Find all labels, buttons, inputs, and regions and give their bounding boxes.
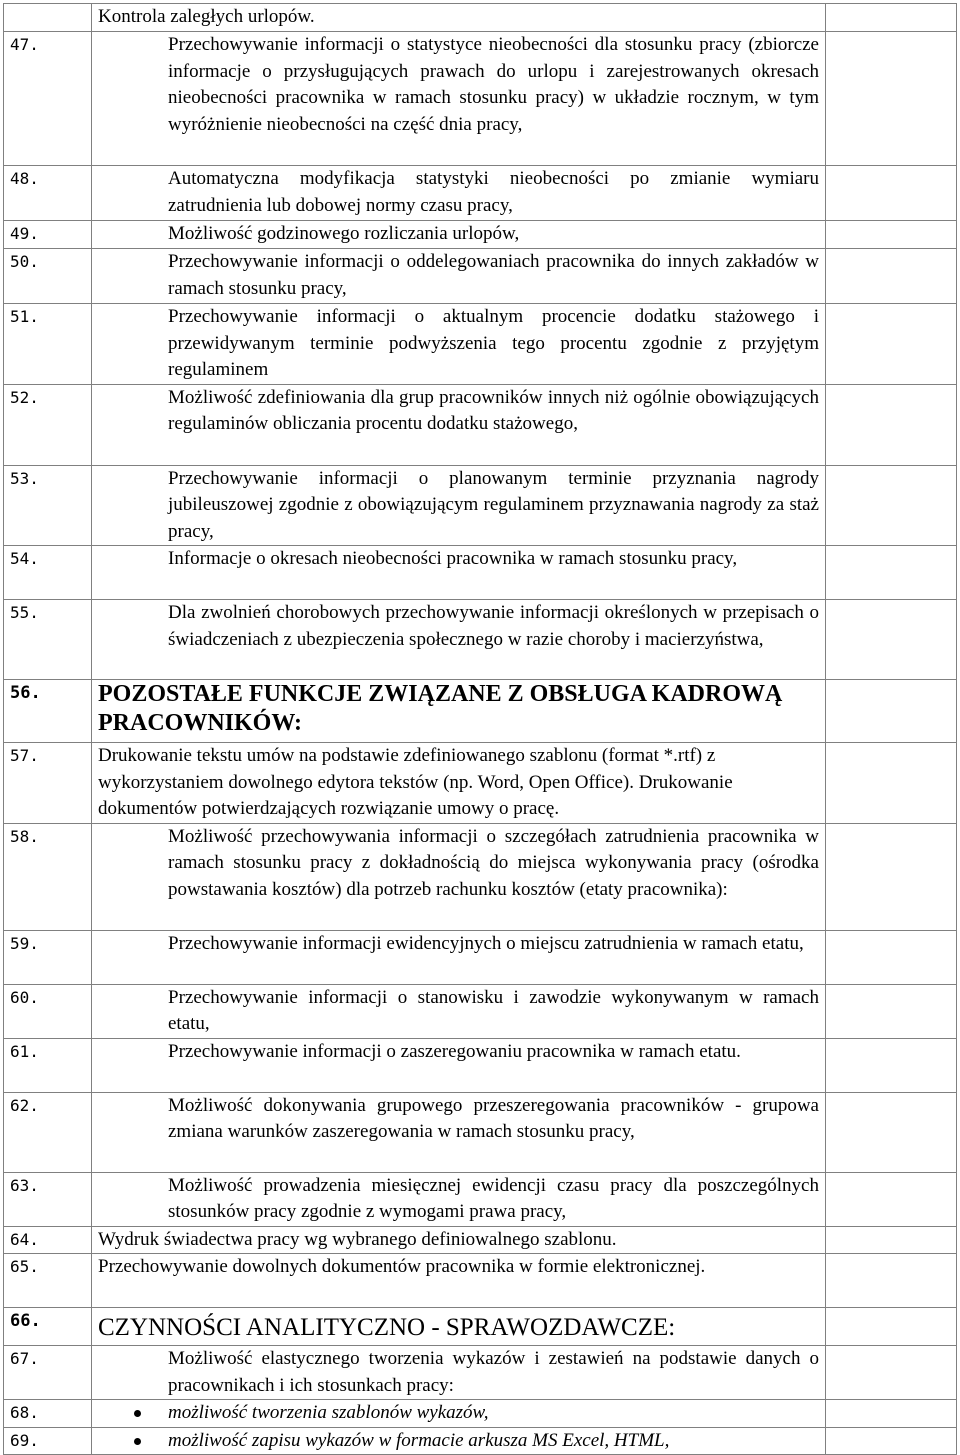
- row-extra-cell: [826, 166, 957, 221]
- row-description-cell: [92, 304, 826, 385]
- table-row: [4, 743, 957, 824]
- document-page: [3, 3, 956, 1451]
- row-description-cell: [92, 1172, 826, 1226]
- row-extra-cell: [826, 32, 957, 166]
- row-number: 48.: [4, 166, 92, 221]
- row-number: 61.: [4, 1038, 92, 1092]
- row-number: 67.: [4, 1346, 92, 1400]
- table-row: [4, 984, 957, 1038]
- table-row: [4, 1254, 957, 1308]
- row-description: Dla zwolnień chorobowych przechowywanie informacji określonych w przepisach o świadczeniach z ubezpieczenia społecznego w razie choroby i macierzyństwa,: [168, 602, 819, 650]
- row-extra-cell: [826, 249, 957, 304]
- table-row: [4, 1427, 957, 1455]
- table-row: [4, 249, 957, 304]
- row-description-cell: [92, 546, 826, 600]
- row-number: 63.: [4, 1172, 92, 1226]
- row-number: 62.: [4, 1092, 92, 1172]
- row-description-cell: [92, 384, 826, 465]
- row-description-cell: [92, 1400, 826, 1428]
- row-description: Przechowywanie informacji o aktualnym procencie dodatku stażowego i przewidywanym terminie podwyższenia tego procentu zgodnie z przyjętym regulaminem: [168, 306, 819, 380]
- table-row: [4, 304, 957, 385]
- row-number: 65.: [4, 1254, 92, 1308]
- row-number: 53.: [4, 465, 92, 546]
- row-description-cell: [92, 166, 826, 221]
- row-number: 60.: [4, 984, 92, 1038]
- row-description-cell: [92, 249, 826, 304]
- row-extra-cell: [826, 823, 957, 930]
- table-row: [4, 4, 957, 32]
- row-extra-cell: [826, 1308, 957, 1346]
- row-number: 58.: [4, 823, 92, 930]
- row-number: 55.: [4, 600, 92, 680]
- row-description-cell: [92, 1038, 826, 1092]
- row-extra-cell: [826, 221, 957, 249]
- row-description: Przechowywanie informacji o oddelegowaniach pracownika do innych zakładów w ramach stosunku pracy,: [168, 251, 819, 299]
- row-extra-cell: [826, 1038, 957, 1092]
- table-row: [4, 1038, 957, 1092]
- row-extra-cell: [826, 1427, 957, 1455]
- row-description-cell: [92, 1427, 826, 1455]
- row-number: [4, 4, 92, 32]
- table-row: [4, 166, 957, 221]
- row-extra-cell: [826, 1254, 957, 1308]
- row-number: 68.: [4, 1400, 92, 1428]
- row-description: Informacje o okresach nieobecności pracownika w ramach stosunku pracy,: [168, 548, 738, 569]
- row-description: Możliwość godzinowego rozliczania urlopów,: [168, 223, 520, 244]
- row-description: Drukowanie tekstu umów na podstawie zdefiniowanego szablonu (format *.rtf) z wykorzystaniem dowolnego edytora tekstów (np. Word, Open Office). Drukowanie dokumentów potwierdzających rozwiązanie umowy o pracę.: [92, 743, 826, 824]
- row-description: Kontrola zaległych urlopów.: [92, 4, 826, 32]
- row-description-cell: [92, 600, 826, 680]
- table-row: [4, 600, 957, 680]
- row-description-cell: [92, 823, 826, 930]
- table-row: [4, 32, 957, 166]
- bullet-icon: [134, 1438, 141, 1445]
- table-row: [4, 1092, 957, 1172]
- row-extra-cell: [826, 1172, 957, 1226]
- row-description: Przechowywanie informacji o statystyce nieobecności dla stosunku pracy (zbiorcze informacje o przysługujących prawach do urlopu i zarejestrowanych okresach nieobecności pracownika w ramach stosunku pracy) w układzie rocznym, w tym wyróżnienie nieobecności na część dnia pracy,: [168, 34, 819, 135]
- row-extra-cell: [826, 1400, 957, 1428]
- section-row: [4, 1308, 957, 1346]
- row-extra-cell: [826, 1226, 957, 1254]
- row-description: Możliwość dokonywania grupowego przeszeregowania pracowników - grupowa zmiana warunków zaszeregowania w ramach stosunku pracy,: [168, 1094, 819, 1142]
- row-description-cell: [92, 221, 826, 249]
- row-description-cell: [92, 930, 826, 984]
- row-extra-cell: [826, 984, 957, 1038]
- row-description: Możliwość przechowywania informacji o szczegółach zatrudnienia pracownika w ramach stosunku pracy z dokładnością do miejsca wykonywania pracy (ośrodka powstawania kosztów) dla potrzeb rachunku kosztów (etaty pracownika):: [168, 825, 819, 900]
- row-number: 64.: [4, 1226, 92, 1254]
- row-description: Przechowywanie informacji o zaszeregowaniu pracownika w ramach etatu.: [168, 1040, 741, 1062]
- row-number: 56.: [4, 680, 92, 743]
- table-row: [4, 1172, 957, 1226]
- row-extra-cell: [826, 4, 957, 32]
- bullet-icon: [134, 1410, 141, 1417]
- bullet-text: możliwość zapisu wykazów w formacie arkusza MS Excel, HTML,: [168, 1429, 670, 1451]
- table-row: [4, 221, 957, 249]
- row-description-cell: [92, 1092, 826, 1172]
- row-extra-cell: [826, 546, 957, 600]
- row-description-cell: [92, 1346, 826, 1400]
- row-extra-cell: [826, 304, 957, 385]
- row-extra-cell: [826, 743, 957, 824]
- row-number: 52.: [4, 384, 92, 465]
- row-description-cell: [92, 32, 826, 166]
- row-extra-cell: [826, 384, 957, 465]
- requirements-table: [3, 3, 957, 1455]
- row-description: Przechowywanie dowolnych dokumentów pracownika w formie elektronicznej.: [92, 1254, 826, 1308]
- row-description-cell: [92, 984, 826, 1038]
- table-row: [4, 1400, 957, 1428]
- row-number: 47.: [4, 32, 92, 166]
- row-number: 50.: [4, 249, 92, 304]
- row-number: 49.: [4, 221, 92, 249]
- table-row: [4, 823, 957, 930]
- row-description: Przechowywanie informacji ewidencyjnych o miejscu zatrudnienia w ramach etatu,: [168, 932, 804, 954]
- table-row: [4, 1226, 957, 1254]
- row-description: Przechowywanie informacji o planowanym terminie przyznania nagrody jubileuszowej zgodnie z obowiązującym regulaminem przyznawania nagrody za staż pracy,: [168, 467, 819, 542]
- row-description: Automatyczna modyfikacja statystyki nieobecności po zmianie wymiaru zatrudnienia lub dobowej normy czasu pracy,: [168, 168, 819, 216]
- section-heading: POZOSTAŁE FUNKCJE ZWIĄZANE Z OBSŁUGA KADROWĄ PRACOWNIKÓW:: [92, 680, 826, 743]
- row-number: 66.: [4, 1308, 92, 1346]
- table-row: [4, 384, 957, 465]
- row-extra-cell: [826, 465, 957, 546]
- row-number: 57.: [4, 743, 92, 824]
- row-extra-cell: [826, 1092, 957, 1172]
- row-description: Wydruk świadectwa pracy wg wybranego definiowalnego szablonu.: [92, 1226, 826, 1254]
- bullet-text: możliwość tworzenia szablonów wykazów,: [168, 1402, 489, 1423]
- table-row: [4, 546, 957, 600]
- row-extra-cell: [826, 1346, 957, 1400]
- row-description: Możliwość zdefiniowania dla grup pracowników innych niż ogólnie obowiązujących regulaminów obliczania procentu dodatku stażowego,: [168, 386, 819, 434]
- row-description: Możliwość prowadzenia miesięcznej ewidencji czasu pracy dla poszczególnych stosunków pracy zgodnie z wymogami prawa pracy,: [168, 1174, 819, 1222]
- row-extra-cell: [826, 680, 957, 743]
- section-row: [4, 680, 957, 743]
- row-number: 54.: [4, 546, 92, 600]
- row-description-cell: [92, 465, 826, 546]
- row-number: 69.: [4, 1427, 92, 1455]
- section-heading: CZYNNOŚCI ANALITYCZNO - SPRAWOZDAWCZE:: [92, 1308, 826, 1346]
- table-row: [4, 1346, 957, 1400]
- row-number: 51.: [4, 304, 92, 385]
- row-description: Możliwość elastycznego tworzenia wykazów i zestawień na podstawie danych o pracownikach i ich stosunkach pracy:: [168, 1348, 819, 1396]
- row-extra-cell: [826, 930, 957, 984]
- table-row: [4, 465, 957, 546]
- table-row: [4, 930, 957, 984]
- row-number: 59.: [4, 930, 92, 984]
- row-description: Przechowywanie informacji o stanowisku i zawodzie wykonywanym w ramach etatu,: [168, 986, 819, 1034]
- row-extra-cell: [826, 600, 957, 680]
